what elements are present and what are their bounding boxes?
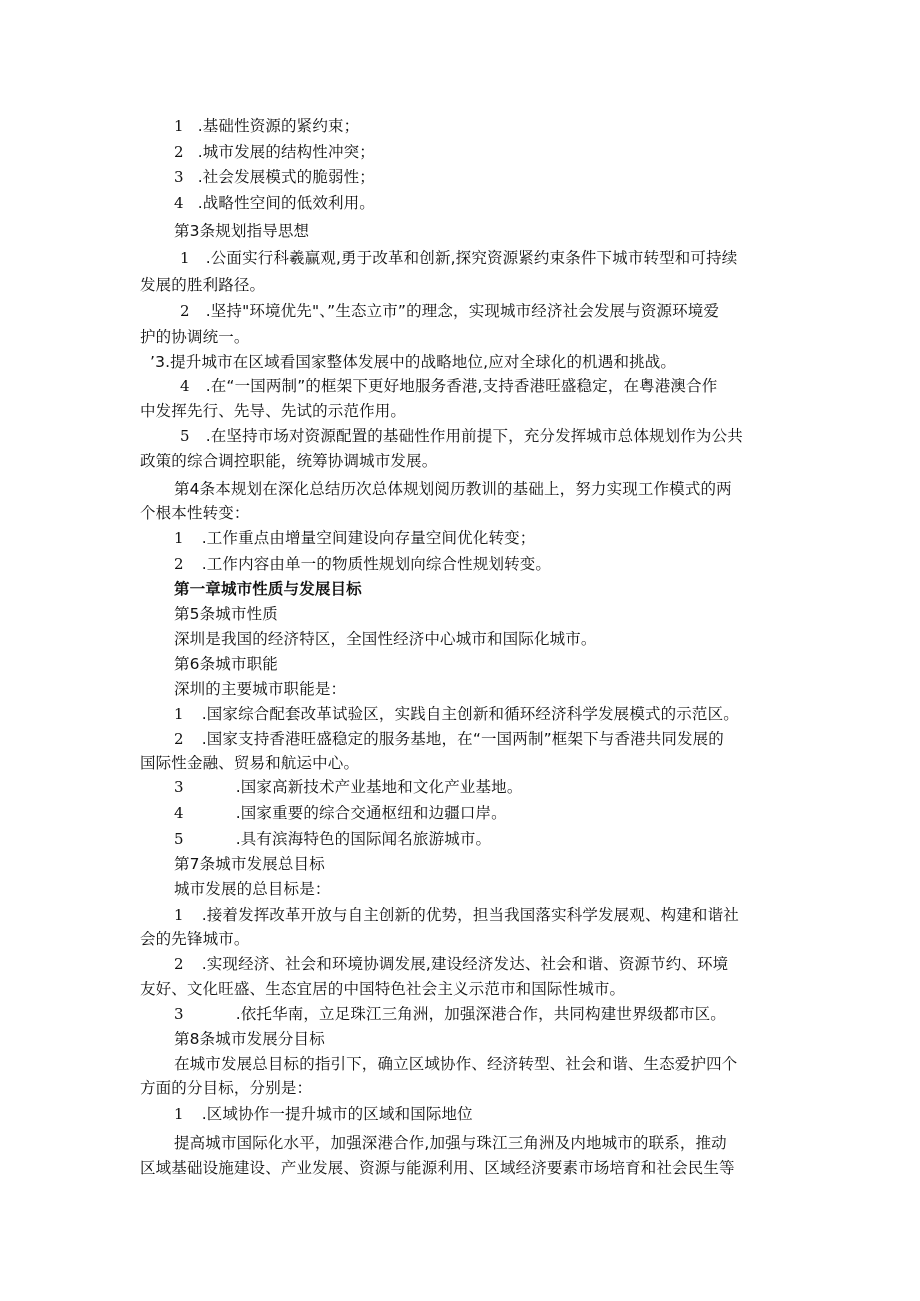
list-number: 4 bbox=[180, 377, 190, 395]
list-item bbox=[174, 114, 359, 138]
list-number: 1 bbox=[174, 1105, 184, 1123]
chapter-heading: 第一章城市性质与发展目标 bbox=[174, 580, 362, 598]
list-item bbox=[174, 775, 522, 799]
list-text: .国家重要的综合交通枢纽和边疆口岸。 bbox=[235, 804, 507, 822]
paragraph-line: 友好、文化旺盛、生态宜居的中国特色社会主义示范市和国际性城市。 bbox=[140, 980, 626, 998]
list-number: 2 bbox=[174, 730, 184, 748]
list-text: .在“一国两制”的框架下更好地服务香港,支持香港旺盛稳定，在粤港澳合作 bbox=[205, 377, 718, 395]
paragraph-line: 个根本性转变： bbox=[140, 504, 250, 522]
paragraph-line: 深圳是我国的经济特区，全国性经济中心城市和国际化城市。 bbox=[174, 630, 597, 648]
list-text: .具有滨海特色的国际闻名旅游城市。 bbox=[235, 830, 492, 848]
list-text: .城市发展的结构性冲突； bbox=[197, 143, 375, 161]
paragraph-line: 在城市发展总目标的指引下，确立区域协作、经济转型、社会和谐、生态爱护四个 bbox=[174, 1055, 738, 1073]
list-item bbox=[174, 903, 739, 927]
list-item bbox=[174, 552, 551, 576]
list-item bbox=[174, 727, 724, 751]
paragraph-line: 提高城市国际化水平，加强深港合作,加强与珠江三角洲及内地城市的联系，推动 bbox=[174, 1134, 727, 1152]
list-item bbox=[174, 165, 375, 189]
list-item bbox=[174, 952, 728, 976]
list-item bbox=[174, 827, 491, 851]
list-item bbox=[174, 801, 507, 825]
article-heading: 第6条城市职能 bbox=[174, 655, 278, 673]
list-number: 3 bbox=[174, 778, 184, 796]
list-text: .依托华南，立足珠江三角洲，加强深港合作，共同构建世界级都市区。 bbox=[235, 1005, 726, 1023]
list-item bbox=[174, 191, 375, 215]
list-number: 1 bbox=[180, 249, 190, 267]
list-text: .工作内容由单一的物质性规划向综合性规划转变。 bbox=[201, 555, 552, 573]
list-number: 4 bbox=[174, 804, 184, 822]
paragraph-line: 方面的分目标，分别是： bbox=[140, 1079, 313, 1097]
article-heading: 第8条城市发展分目标 bbox=[174, 1030, 325, 1048]
list-text: .国家高新技术产业基地和文化产业基地。 bbox=[235, 778, 523, 796]
list-text: .工作重点由增量空间建设向存量空间优化转变； bbox=[201, 529, 536, 547]
list-text: .社会发展模式的脆弱性； bbox=[197, 168, 375, 186]
paragraph-line: 发展的胜利路径。 bbox=[140, 276, 266, 294]
list-text: .区域协作一提升城市的区域和国际地位 bbox=[201, 1105, 473, 1123]
list-text: .实现经济、社会和环境协调发展,建设经济发达、社会和谐、资源节约、环境 bbox=[201, 955, 729, 973]
list-text: .基础性资源的紧约束； bbox=[197, 117, 360, 135]
list-text: .国家支持香港旺盛稳定的服务基地，在“一国两制”框架下与香港共同发展的 bbox=[201, 730, 724, 748]
list-text: .战略性空间的低效利用。 bbox=[197, 194, 375, 212]
list-number: 2 bbox=[174, 955, 184, 973]
paragraph-line: 中发挥先行、先导、先试的示范作用。 bbox=[140, 402, 407, 420]
paragraph-line: 护的协调统一。 bbox=[140, 328, 250, 346]
paragraph-line: 深圳的主要城市职能是： bbox=[174, 680, 347, 698]
list-number: 1 bbox=[174, 117, 184, 135]
list-number: 3 bbox=[174, 1005, 184, 1023]
list-text: .公面实行科羲赢观,勇于改革和创新,探究资源紧约束条件下城市转型和可持续 bbox=[205, 249, 738, 267]
list-number: 1 bbox=[174, 705, 184, 723]
list-number: 2 bbox=[174, 555, 184, 573]
list-number: 4 bbox=[174, 194, 184, 212]
paragraph-line: 城市发展的总目标是： bbox=[174, 880, 331, 898]
list-item bbox=[180, 374, 717, 398]
list-item: ’3.提升城市在区域看国家整体发展中的战略地位,应对全球化的机遇和挑战。 bbox=[150, 353, 677, 371]
list-number: 1 bbox=[174, 529, 184, 547]
paragraph-line: 会的先锋城市。 bbox=[140, 930, 250, 948]
list-item bbox=[180, 424, 743, 448]
list-item bbox=[180, 299, 719, 323]
list-text: .接着发挥改革开放与自主创新的优势，担当我国落实科学发展观、构建和谐社 bbox=[201, 906, 739, 924]
list-item bbox=[174, 526, 535, 550]
list-number: 2 bbox=[174, 143, 184, 161]
list-item bbox=[180, 246, 737, 270]
list-number: 5 bbox=[180, 427, 190, 445]
list-number: 5 bbox=[174, 830, 184, 848]
article-heading: 第4条本规划在深化总结历次总体规划阅历教训的基础上，努力实现工作模式的两 bbox=[174, 480, 732, 498]
list-item bbox=[174, 702, 739, 726]
paragraph-line: 区域基础设施建设、产业发展、资源与能源利用、区域经济要素市场培育和社会民生等 bbox=[140, 1159, 735, 1177]
article-heading: 第5条城市性质 bbox=[174, 605, 278, 623]
article-heading: 第3条规划指导思想 bbox=[174, 222, 310, 240]
paragraph-line: 国际性金融、贸易和航运中心。 bbox=[140, 754, 360, 772]
list-text: .在坚持市场对资源配置的基础性作用前提下，充分发挥城市总体规划作为公共 bbox=[205, 427, 743, 445]
list-number: 3 bbox=[174, 168, 184, 186]
list-item bbox=[174, 1102, 473, 1126]
article-heading: 第7条城市发展总目标 bbox=[174, 855, 325, 873]
list-text: .国家综合配套改革试验区，实践自主创新和循环经济科学发展模式的示范区。 bbox=[201, 705, 739, 723]
list-item bbox=[174, 140, 375, 164]
list-number: 2 bbox=[180, 302, 190, 320]
list-number: 1 bbox=[174, 906, 184, 924]
list-text: .坚持"环境优先"、”生态立市”的理念，实现城市经济社会发展与资源环境爱 bbox=[205, 302, 720, 320]
paragraph-line: 政策的综合调控职能，统筹协调城市发展。 bbox=[140, 452, 438, 470]
list-item bbox=[174, 1002, 726, 1026]
